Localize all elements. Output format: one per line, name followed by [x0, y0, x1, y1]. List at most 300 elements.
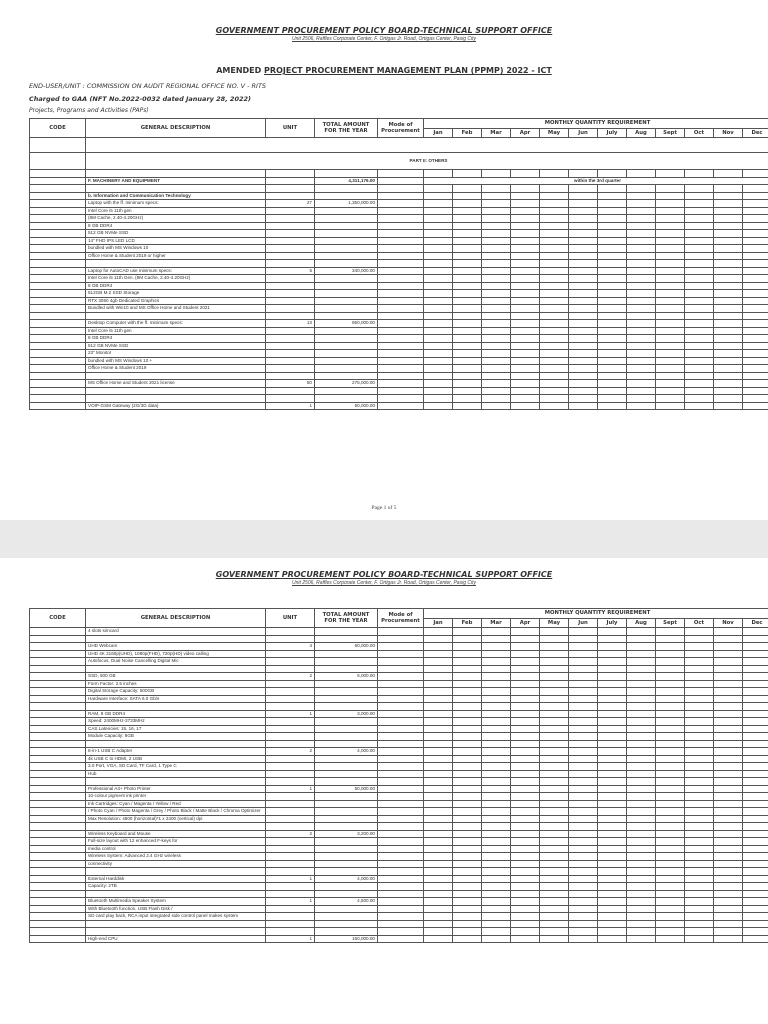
month-cell — [656, 770, 685, 778]
mode-cell — [378, 688, 424, 696]
month-cell — [569, 883, 598, 891]
month-cell — [540, 808, 569, 816]
month-cell — [656, 748, 685, 756]
amount-cell: 60,000.00 — [315, 643, 378, 651]
month-cell — [482, 763, 511, 771]
unit-cell — [266, 628, 315, 636]
month-cell — [627, 282, 656, 290]
month-cell — [453, 845, 482, 853]
month-cell — [598, 350, 627, 358]
description-cell: Ink Cartridges: Cyan / Magenta / Yellow / Red — [86, 800, 266, 808]
month-cell — [540, 793, 569, 801]
month-cell — [598, 267, 627, 275]
month-cell — [540, 913, 569, 921]
month-cell — [656, 853, 685, 861]
month-cell — [598, 335, 627, 343]
month-cell — [511, 920, 540, 928]
month-cell — [569, 207, 598, 215]
month-cell — [743, 740, 768, 748]
month-cell — [482, 883, 511, 891]
column-monthly-quantity: MONTHLY QUANTITY REQUIREMENT — [424, 119, 768, 129]
month-cell — [511, 905, 540, 913]
month-cell — [743, 327, 768, 335]
month-cell — [424, 898, 453, 906]
month-cell — [424, 868, 453, 876]
month-cell — [453, 650, 482, 658]
table-row — [30, 800, 768, 808]
code-cell — [30, 695, 86, 703]
month-cell — [424, 778, 453, 786]
month-cell — [627, 823, 656, 831]
month-cell — [511, 845, 540, 853]
month-cell — [540, 320, 569, 328]
month-cell — [743, 808, 768, 816]
month-cell — [656, 628, 685, 636]
month-cell — [685, 215, 714, 223]
month-cell — [569, 703, 598, 711]
month-cell — [569, 170, 598, 178]
month-cell — [714, 748, 743, 756]
table-row — [30, 312, 768, 320]
month-sept: Sept — [656, 618, 685, 628]
month-cell — [482, 830, 511, 838]
month-cell — [598, 342, 627, 350]
month-cell — [453, 800, 482, 808]
end-user-line: END-USER/UNIT : COMMISSION ON AUDIT REGIONAL OFFICE NO. V - RITS — [29, 82, 267, 90]
month-cell — [482, 395, 511, 403]
column-mode-of-procurement: Mode of Procurement — [378, 609, 424, 628]
amount-cell — [315, 920, 378, 928]
month-cell — [714, 635, 743, 643]
month-cell — [598, 845, 627, 853]
table-row — [30, 665, 768, 673]
month-cell — [540, 260, 569, 268]
month-cell — [569, 357, 598, 365]
month-cell — [424, 357, 453, 365]
month-cell — [453, 252, 482, 260]
mode-cell — [378, 245, 424, 253]
month-cell — [743, 658, 768, 666]
table-row — [30, 860, 768, 868]
table-row — [30, 770, 768, 778]
code-cell — [30, 350, 86, 358]
unit-cell — [266, 237, 315, 245]
month-cell — [482, 920, 511, 928]
month-cell — [685, 365, 714, 373]
table-row — [30, 733, 768, 741]
month-cell — [656, 875, 685, 883]
month-cell — [540, 853, 569, 861]
unit-cell: 1 — [266, 785, 315, 793]
month-cell — [656, 335, 685, 343]
amount-cell — [315, 185, 378, 193]
month-cell — [685, 665, 714, 673]
month-cell — [453, 695, 482, 703]
month-cell — [598, 830, 627, 838]
description-cell: CAS Latencies: 15, 16, 17 — [86, 725, 266, 733]
code-cell — [30, 282, 86, 290]
month-cell — [482, 260, 511, 268]
column-monthly-quantity: MONTHLY QUANTITY REQUIREMENT — [424, 609, 768, 619]
month-cell — [598, 395, 627, 403]
month-cell — [511, 312, 540, 320]
table-row — [30, 290, 768, 298]
month-cell — [482, 845, 511, 853]
month-cell — [598, 800, 627, 808]
mode-cell — [378, 252, 424, 260]
code-cell — [30, 853, 86, 861]
table-row — [30, 252, 768, 260]
description-cell: Intel Core i5 11th gen — [86, 207, 266, 215]
mode-cell — [378, 207, 424, 215]
mode-cell — [378, 312, 424, 320]
month-cell — [598, 928, 627, 936]
month-cell — [482, 785, 511, 793]
month-cell — [598, 628, 627, 636]
code-cell — [30, 237, 86, 245]
month-cell — [743, 710, 768, 718]
amount-cell: 50,000.00 — [315, 785, 378, 793]
month-cell — [598, 402, 627, 410]
month-cell — [511, 763, 540, 771]
month-cell — [424, 875, 453, 883]
month-cell — [453, 815, 482, 823]
month-cell — [453, 290, 482, 298]
month-cell — [453, 245, 482, 253]
month-cell — [569, 815, 598, 823]
mode-cell — [378, 830, 424, 838]
month-cell — [424, 350, 453, 358]
table-row — [30, 725, 768, 733]
month-cell — [743, 703, 768, 711]
month-cell — [656, 808, 685, 816]
month-cell — [540, 770, 569, 778]
month-cell — [453, 823, 482, 831]
month-cell — [685, 748, 714, 756]
month-cell — [424, 755, 453, 763]
month-cell — [714, 395, 743, 403]
month-cell — [685, 282, 714, 290]
month-cell — [598, 770, 627, 778]
description-cell: 23" Monitor — [86, 350, 266, 358]
month-cell — [511, 200, 540, 208]
month-cell — [511, 320, 540, 328]
month-cell — [714, 357, 743, 365]
table-row — [30, 710, 768, 718]
table-row — [30, 215, 768, 223]
month-cell — [482, 905, 511, 913]
month-cell — [685, 207, 714, 215]
month-cell — [685, 838, 714, 846]
month-cell — [656, 703, 685, 711]
month-cell — [424, 260, 453, 268]
description-cell: UHD 4K 2160p(UHD), 1080p(FHD), 720p(HD) video calling — [86, 650, 266, 658]
month-cell — [714, 252, 743, 260]
month-sept: Sept — [656, 128, 685, 138]
month-cell — [598, 658, 627, 666]
month-cell — [598, 883, 627, 891]
month-cell — [627, 380, 656, 388]
description-cell — [86, 703, 266, 711]
mode-cell — [378, 192, 424, 200]
unit-cell — [266, 680, 315, 688]
mode-cell — [378, 365, 424, 373]
month-cell — [424, 935, 453, 943]
month-cell — [569, 898, 598, 906]
month-cell — [540, 305, 569, 313]
month-cell — [511, 275, 540, 283]
month-cell — [685, 275, 714, 283]
month-cell — [569, 230, 598, 238]
code-cell — [30, 688, 86, 696]
amount-cell — [315, 245, 378, 253]
description-cell: Digital Storage Capacity: 500GB — [86, 688, 266, 696]
column-code: CODE — [30, 609, 86, 628]
table-row — [30, 703, 768, 711]
amount-cell — [315, 237, 378, 245]
month-cell — [714, 643, 743, 651]
unit-cell — [266, 815, 315, 823]
month-cell — [598, 875, 627, 883]
month-cell — [685, 245, 714, 253]
month-cell — [598, 282, 627, 290]
month-cell — [656, 290, 685, 298]
mode-cell — [378, 282, 424, 290]
code-cell — [30, 153, 86, 170]
month-cell — [453, 282, 482, 290]
table-row — [30, 372, 768, 380]
unit-cell — [266, 740, 315, 748]
amount-cell — [315, 327, 378, 335]
month-cell — [540, 282, 569, 290]
month-cell — [569, 695, 598, 703]
month-cell — [482, 628, 511, 636]
month-cell — [656, 785, 685, 793]
table-row — [30, 793, 768, 801]
month-cell — [540, 200, 569, 208]
month-cell — [598, 237, 627, 245]
month-cell — [424, 808, 453, 816]
mode-cell — [378, 733, 424, 741]
month-cell — [482, 793, 511, 801]
month-cell — [453, 267, 482, 275]
description-cell: 512 GB NVMe SSD — [86, 230, 266, 238]
amount-cell — [315, 342, 378, 350]
month-cell — [656, 793, 685, 801]
month-cell — [453, 387, 482, 395]
unit-cell — [266, 928, 315, 936]
month-cell — [482, 297, 511, 305]
month-cell — [511, 680, 540, 688]
month-cell — [743, 387, 768, 395]
month-cell — [540, 823, 569, 831]
mode-cell — [378, 935, 424, 943]
month-cell — [743, 282, 768, 290]
month-cell — [569, 365, 598, 373]
table-row — [30, 883, 768, 891]
month-cell — [685, 357, 714, 365]
month-cell — [453, 365, 482, 373]
month-july: July — [598, 618, 627, 628]
month-cell — [569, 920, 598, 928]
month-jun: Jun — [569, 128, 598, 138]
month-cell — [714, 883, 743, 891]
month-cell — [656, 305, 685, 313]
month-cell — [627, 770, 656, 778]
code-cell — [30, 312, 86, 320]
month-cell — [569, 200, 598, 208]
month-cell — [424, 725, 453, 733]
month-cell — [482, 740, 511, 748]
month-cell — [453, 342, 482, 350]
month-cell — [743, 673, 768, 681]
month-cell — [598, 680, 627, 688]
month-cell — [598, 222, 627, 230]
month-cell — [424, 305, 453, 313]
month-cell — [714, 718, 743, 726]
amount-cell — [315, 823, 378, 831]
month-cell — [424, 695, 453, 703]
month-cell — [743, 320, 768, 328]
mode-cell — [378, 883, 424, 891]
month-cell — [627, 935, 656, 943]
mode-cell — [378, 267, 424, 275]
month-cell — [627, 200, 656, 208]
month-cell — [482, 350, 511, 358]
unit-cell — [266, 883, 315, 891]
month-cell — [453, 395, 482, 403]
table-row — [30, 305, 768, 313]
month-cell — [656, 905, 685, 913]
month-cell — [453, 312, 482, 320]
description-cell: media control — [86, 845, 266, 853]
month-cell — [714, 365, 743, 373]
month-cell — [598, 290, 627, 298]
month-cell — [714, 905, 743, 913]
month-cell — [685, 845, 714, 853]
month-cell — [627, 230, 656, 238]
code-cell — [30, 643, 86, 651]
month-cell — [627, 635, 656, 643]
month-cell — [424, 320, 453, 328]
code-cell — [30, 815, 86, 823]
month-cell — [685, 200, 714, 208]
month-cell — [540, 688, 569, 696]
code-cell — [30, 718, 86, 726]
month-cell — [424, 800, 453, 808]
month-cell — [627, 245, 656, 253]
month-cell — [714, 305, 743, 313]
month-cell — [685, 305, 714, 313]
month-cell — [743, 365, 768, 373]
month-cell — [743, 643, 768, 651]
table-row — [30, 875, 768, 883]
month-cell — [540, 785, 569, 793]
month-cell — [743, 815, 768, 823]
month-cell — [424, 928, 453, 936]
month-cell — [482, 898, 511, 906]
code-cell — [30, 673, 86, 681]
code-cell — [30, 778, 86, 786]
month-cell — [656, 718, 685, 726]
table-row — [30, 185, 768, 193]
month-cell — [540, 725, 569, 733]
month-cell — [627, 222, 656, 230]
table-row — [30, 395, 768, 403]
table-row — [30, 688, 768, 696]
month-cell — [569, 748, 598, 756]
month-cell — [627, 297, 656, 305]
month-cell — [656, 170, 685, 178]
code-cell — [30, 928, 86, 936]
month-cell — [569, 785, 598, 793]
month-cell — [540, 380, 569, 388]
month-cell — [656, 898, 685, 906]
mode-cell — [378, 320, 424, 328]
month-cell — [424, 215, 453, 223]
month-cell — [453, 320, 482, 328]
month-cell — [482, 680, 511, 688]
month-cell — [627, 252, 656, 260]
month-cell — [743, 650, 768, 658]
month-cell — [685, 680, 714, 688]
month-cell — [743, 185, 768, 193]
table-row — [30, 920, 768, 928]
month-cell — [598, 387, 627, 395]
code-cell — [30, 267, 86, 275]
column-total-amount: TOTAL AMOUNT FOR THE YEAR — [315, 119, 378, 138]
unit-cell — [266, 222, 315, 230]
month-cell — [743, 297, 768, 305]
month-cell — [511, 838, 540, 846]
month-cell — [685, 763, 714, 771]
code-cell — [30, 252, 86, 260]
month-cell — [424, 883, 453, 891]
unit-cell — [266, 650, 315, 658]
month-cell — [685, 372, 714, 380]
month-aug: Aug — [627, 618, 656, 628]
unit-cell — [266, 905, 315, 913]
amount-cell — [315, 815, 378, 823]
mode-cell — [378, 372, 424, 380]
month-cell — [714, 913, 743, 921]
month-cell — [482, 207, 511, 215]
month-cell — [511, 245, 540, 253]
amount-cell: 50,000.00 — [315, 402, 378, 410]
description-cell: High-end CPU — [86, 935, 266, 943]
month-cell — [714, 928, 743, 936]
month-cell — [714, 402, 743, 410]
description-cell: (8M Cache, 2.40-4.20GHz) — [86, 215, 266, 223]
mode-cell — [378, 718, 424, 726]
unit-cell — [266, 733, 315, 741]
month-cell — [424, 718, 453, 726]
month-cell — [569, 793, 598, 801]
month-cell — [511, 785, 540, 793]
unit-cell — [266, 763, 315, 771]
month-cell — [569, 222, 598, 230]
month-cell — [453, 793, 482, 801]
month-cell — [685, 718, 714, 726]
month-cell — [453, 185, 482, 193]
month-cell — [424, 282, 453, 290]
month-cell — [627, 763, 656, 771]
month-cell — [627, 215, 656, 223]
month-cell — [656, 260, 685, 268]
month-cell — [540, 673, 569, 681]
code-cell — [30, 260, 86, 268]
month-cell — [424, 920, 453, 928]
